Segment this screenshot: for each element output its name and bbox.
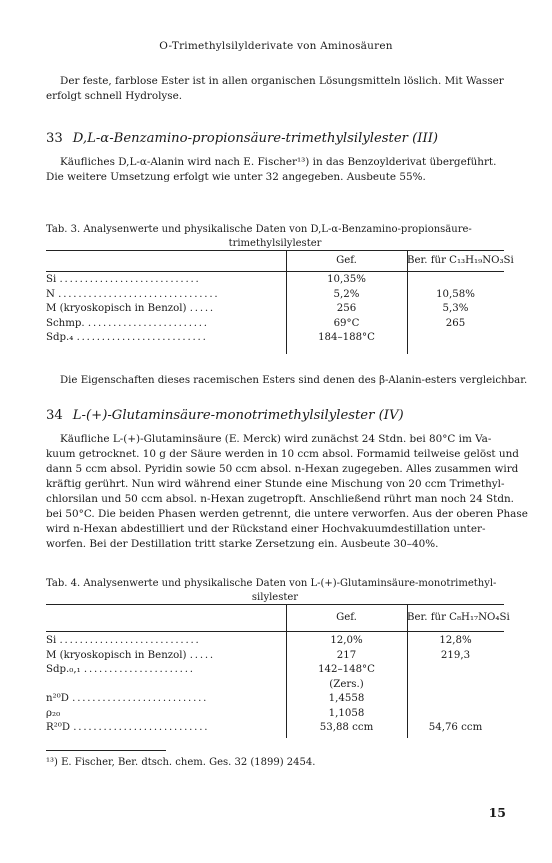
section-title: D,L-α-Benzamino-propionsäure-trimethylsilylester (III) — [72, 131, 439, 146]
body-line: bei 50°C. Die beiden Phasen werden getrennt, die untere verworfen. Aus der oberen Phase — [46, 508, 528, 520]
row-label — [46, 332, 242, 343]
caption-line: Tab. 4. Analysenwerte und physikalische Daten von L-(+)-Glutaminsäure-monotrimethyl- — [46, 578, 497, 589]
col-header-found: Gef. — [336, 612, 357, 623]
body-line: worfen. Bei der Destillation tritt starke Zersetzung ein. Ausbeute 30–40%. — [46, 538, 439, 550]
row-label-text: Sdp.₄ — [46, 332, 74, 343]
row-label-text: N — [46, 288, 55, 300]
value-calculated: 10,58% — [436, 288, 475, 300]
leader-dots: ................................ — [58, 288, 220, 300]
table-4-caption — [46, 577, 504, 604]
row-label-text: ρ₂₀ — [46, 707, 61, 719]
leader-dots: ............................ — [59, 635, 201, 646]
section-number: 34 — [46, 408, 63, 423]
leader-dots: ..... — [189, 649, 215, 661]
body-line: Käufliches D,L-α-Alanin wird nach E. Fischer¹³) in das Benzoylderivat übergeführt. — [60, 156, 497, 168]
section-title: L-(+)-Glutaminsäure-monotrimethylsilylester (IV) — [72, 408, 404, 423]
row-label-text: M (kryoskopisch in Benzol) — [46, 649, 187, 661]
body-line: kuum getrocknet. 10 g der Säure werden in 10 ccm absol. Formamid teilweise gelöst und — [46, 448, 519, 460]
leader-dots: ..... — [189, 303, 215, 314]
section-33-body — [46, 155, 504, 185]
body-line: chlorsilan und 50 ccm absol. n-Hexan zugetropft. Anschließend rührt man noch 24 Stdn. — [46, 493, 514, 505]
caption-line: Tab. 3. Analysenwerte und physikalische Daten von D,L-α-Benzamino-propionsäure- — [46, 224, 472, 235]
row-label-text: M (kryoskopisch in Benzol) — [46, 303, 187, 314]
intro-line: Der feste, farblose Ester ist in allen organischen Lösungsmitteln löslich. Mit Wasser — [60, 75, 504, 87]
leader-dots: .......................... — [76, 332, 208, 343]
caption-line: trimethylsilylester — [228, 237, 322, 249]
value-calculated: 5,3% — [442, 303, 469, 314]
footnote-rule — [46, 750, 166, 751]
intro-line: erfolgt schnell Hydrolyse. — [46, 90, 183, 102]
value-calculated: 219,3 — [440, 649, 471, 661]
value-calculated: 54,76 ccm — [428, 722, 483, 733]
section-33-heading — [46, 131, 438, 146]
body-line: dann 5 ccm absol. Pyridin sowie 50 ccm absol. n-Hexan zugegeben. Alles zusammen wird — [46, 463, 519, 475]
table-4 — [46, 604, 510, 744]
leader-dots: ........................ — [87, 317, 209, 329]
section-number: 33 — [46, 131, 63, 146]
row-label-text: R²⁰D — [46, 722, 71, 733]
section-34-heading — [46, 408, 404, 423]
intro-paragraph — [46, 74, 504, 104]
row-label — [46, 289, 242, 300]
value-found: 10,35% — [327, 274, 366, 285]
row-label — [46, 722, 242, 733]
value-calculated: 12,8% — [439, 635, 472, 646]
row-label — [46, 693, 242, 704]
leader-dots: ............................ — [59, 274, 201, 285]
value-found: 1,4558 — [328, 693, 365, 704]
body-line: kräftig gerührt. Nun wird während einer Stunde eine Mischung von 20 ccm Trimethyl- — [46, 478, 505, 490]
row-label-text: Schmp. — [46, 317, 85, 329]
value-found: (Zers.) — [329, 678, 364, 690]
section-34-body — [46, 432, 528, 552]
row-label — [46, 708, 242, 719]
body-line: Die weitere Umsetzung erfolgt wie unter 32 angegeben. Ausbeute 55%. — [46, 171, 426, 183]
body-line: wird n-Hexan abdestilliert und der Rückstand einer Hochvakuumdestillation unter- — [46, 523, 486, 535]
value-found: 217 — [336, 649, 357, 661]
row-label-text: Si — [46, 635, 57, 646]
value-found: 184–188°C — [318, 332, 375, 343]
caption-line: silylester — [251, 591, 299, 603]
row-label — [46, 318, 242, 329]
leader-dots: ........................... — [73, 722, 210, 733]
row-label-text: n²⁰D — [46, 693, 69, 704]
value-found: 142–148°C — [318, 664, 375, 675]
value-found: 1,1058 — [328, 707, 365, 719]
value-found: 69°C — [333, 317, 360, 329]
after-table-3-note — [46, 373, 528, 388]
value-calculated: 265 — [445, 317, 466, 329]
row-label — [46, 650, 242, 661]
value-found: 53,88 ccm — [319, 722, 374, 733]
body-line: Käufliche L-(+)-Glutaminsäure (E. Merck) wird zunächst 24 Stdn. bei 80°C im Va- — [60, 433, 492, 445]
page-number: 15 — [488, 805, 506, 820]
row-label — [46, 635, 242, 646]
col-header-calc: Ber. für C₁₃H₁₉NO₃Si — [407, 255, 514, 266]
table-3 — [46, 250, 514, 362]
value-found: 5,2% — [333, 288, 360, 300]
row-label-text: Sdp.₀,₁ — [46, 664, 81, 675]
value-found: 12,0% — [330, 635, 363, 646]
row-label-text: Si — [46, 274, 57, 285]
row-label — [46, 303, 242, 314]
note-line: Die Eigenschaften dieses racemischen Esters sind denen des β-Alanin-esters vergleichbar. — [60, 375, 528, 386]
row-label — [46, 274, 242, 285]
running-header: O-Trimethylsilylderivate von Aminosäuren — [159, 40, 393, 52]
col-header-calc: Ber. für C₈H₁₇NO₄Si — [407, 612, 510, 623]
row-label — [46, 664, 242, 675]
footnote: ¹³) E. Fischer, Ber. dtsch. chem. Ges. 32 (1899) 2454. — [46, 757, 316, 768]
table-3-caption — [46, 223, 504, 250]
col-header-found: Gef. — [336, 255, 357, 266]
leader-dots: ...................... — [83, 664, 195, 675]
leader-dots: ........................... — [72, 693, 209, 704]
value-found: 256 — [336, 303, 357, 314]
